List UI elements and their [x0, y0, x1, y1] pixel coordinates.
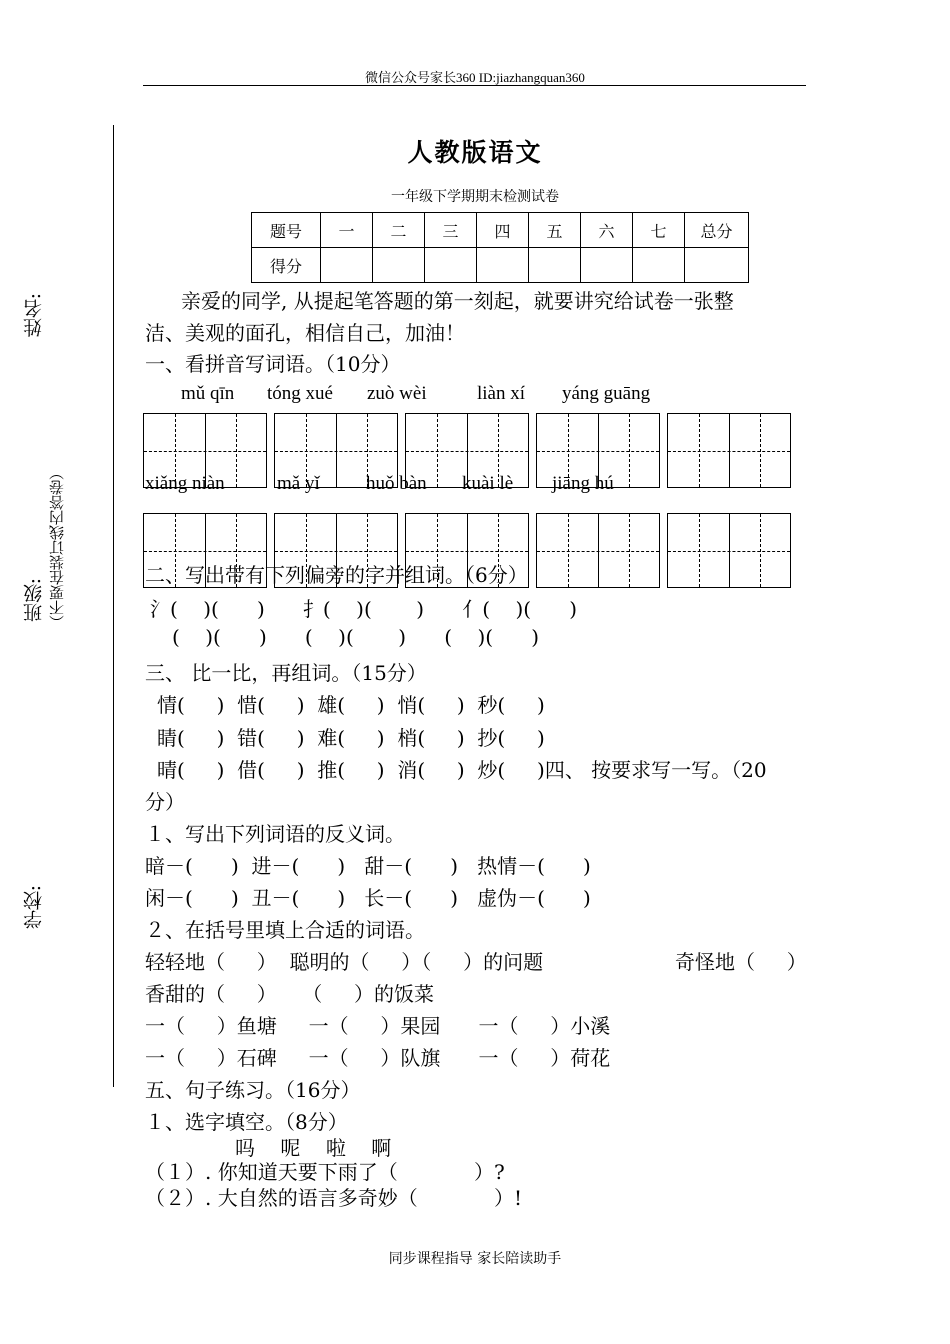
score-header-cell: 三 — [425, 213, 477, 248]
pinyin-item: liàn xí — [477, 383, 526, 404]
pinyin-item: yáng guāng — [562, 383, 651, 404]
score-header-cell: 题号 — [252, 213, 321, 248]
section2-line-2: ( )( ) ( )( ) ( )( ) — [172, 625, 540, 649]
section4-q2-line-3: 一（ ）鱼塘 一（ ）果园 一（ ）小溪 — [145, 1014, 611, 1038]
section5-sentence-1: （１）. 你知道天要下雨了（ ）? — [145, 1160, 505, 1184]
pinyin-item: zuò wèi — [367, 383, 427, 404]
score-cell[interactable] — [321, 248, 373, 283]
page-footer: 同步课程指导 家长陪读助手 — [388, 1251, 562, 1267]
section5-q1-title: １、选字填空。（8分） — [145, 1110, 348, 1134]
section5-sentence-2: （２）. 大自然的语言多奇妙（ ）! — [145, 1186, 523, 1210]
writing-grid[interactable] — [667, 513, 791, 588]
section4-q1-line-1: 暗－( ) 进－( ) 甜－( ) 热情－( ) — [145, 854, 591, 878]
pinyin-item: kuài lè — [462, 473, 514, 494]
section5-choices: 吗 呢 啦 啊 — [235, 1136, 392, 1160]
score-cell[interactable] — [373, 248, 425, 283]
writing-grid[interactable] — [536, 513, 660, 588]
pinyin-item: mǎ yǐ — [277, 473, 320, 494]
binding-note: （不要在装订线内答卷） — [48, 465, 66, 630]
section1-title: 一、看拼音写词语。（10分） — [145, 352, 401, 376]
score-header-cell: 一 — [321, 213, 373, 248]
section4-q2-line-2: 香甜的（ ） （ ）的饭菜 — [145, 982, 435, 1006]
section2-title: 二、写出带有下列偏旁的字并组词。（6分） — [145, 563, 528, 587]
section4-q2-line-4: 一（ ）石碑 一（ ）队旗 一（ ）荷花 — [145, 1046, 611, 1070]
score-header-cell: 六 — [581, 213, 633, 248]
score-cell[interactable] — [477, 248, 529, 283]
header-rule — [143, 85, 806, 86]
score-table-header-row — [252, 213, 749, 248]
score-cell[interactable] — [529, 248, 581, 283]
section4-q1-line-2: 闲－( ) 丑－( ) 长－( ) 虚伪－( ) — [145, 886, 591, 910]
section4-q1-title: １、写出下列词语的反义词。 — [145, 822, 405, 846]
score-header-cell: 二 — [373, 213, 425, 248]
pinyin-item: tóng xué — [267, 383, 333, 404]
score-cell[interactable] — [581, 248, 633, 283]
section4-q2-line-1b: 奇怪地（ ） — [675, 950, 807, 974]
score-cell[interactable] — [425, 248, 477, 283]
class-label: 班级: — [23, 578, 45, 623]
binding-line — [113, 125, 114, 1087]
score-cell[interactable] — [633, 248, 685, 283]
name-label: 姓名: — [23, 293, 45, 338]
pinyin-item: xiǎng niàn — [145, 473, 225, 494]
pinyin-item: jiāng hú — [552, 473, 614, 494]
writing-grid[interactable] — [667, 413, 791, 488]
section4-q2-line-1: 轻轻地（ ） 聪明的（ ）（ ）的问题 — [145, 950, 544, 974]
score-table — [251, 212, 749, 283]
page-subtitle: 一年级下学期期末检测试卷 — [391, 189, 559, 205]
score-header-cell: 总分 — [685, 213, 749, 248]
score-header-cell: 七 — [633, 213, 685, 248]
score-header-cell: 四 — [477, 213, 529, 248]
page-title: 人教版语文 — [407, 138, 543, 167]
score-cell[interactable] — [685, 248, 749, 283]
intro-line-2: 洁、美观的面孔，相信自己，加油！ — [145, 321, 465, 345]
section2-line-1: 氵( )( ) 扌( )( ) 亻( )( ) — [150, 597, 578, 621]
section3-cont: 分） — [145, 790, 185, 814]
section3-title: 三、 比一比，再组词。（15分） — [145, 661, 427, 685]
score-header-cell: 五 — [529, 213, 581, 248]
pinyin-item: huǒ bàn — [366, 473, 427, 494]
section3-row: 情( ) 惜( ) 雄( ) 悄( ) 秒( ) — [157, 693, 545, 717]
page-header: 微信公众号家长360 ID:jiazhangquan360 — [365, 70, 585, 85]
score-row-label: 得分 — [252, 248, 321, 283]
section4-q2-title: ２、在括号里填上合适的词语。 — [145, 918, 425, 942]
intro-line-1: 亲爱的同学, 从提起笔答题的第一刻起，就要讲究给试卷一张整 — [181, 289, 734, 313]
pinyin-item: mǔ qīn — [181, 383, 235, 404]
school-label: 学校: — [23, 885, 45, 930]
score-table-score-row — [252, 248, 749, 283]
section3-row: 睛( ) 错( ) 难( ) 梢( ) 抄( ) — [157, 726, 545, 750]
section5-title: 五、句子练习。（16分） — [145, 1078, 361, 1102]
section3-row: 晴( ) 借( ) 推( ) 消( ) 炒( )四、 按要求写一写。（20 — [157, 758, 767, 782]
